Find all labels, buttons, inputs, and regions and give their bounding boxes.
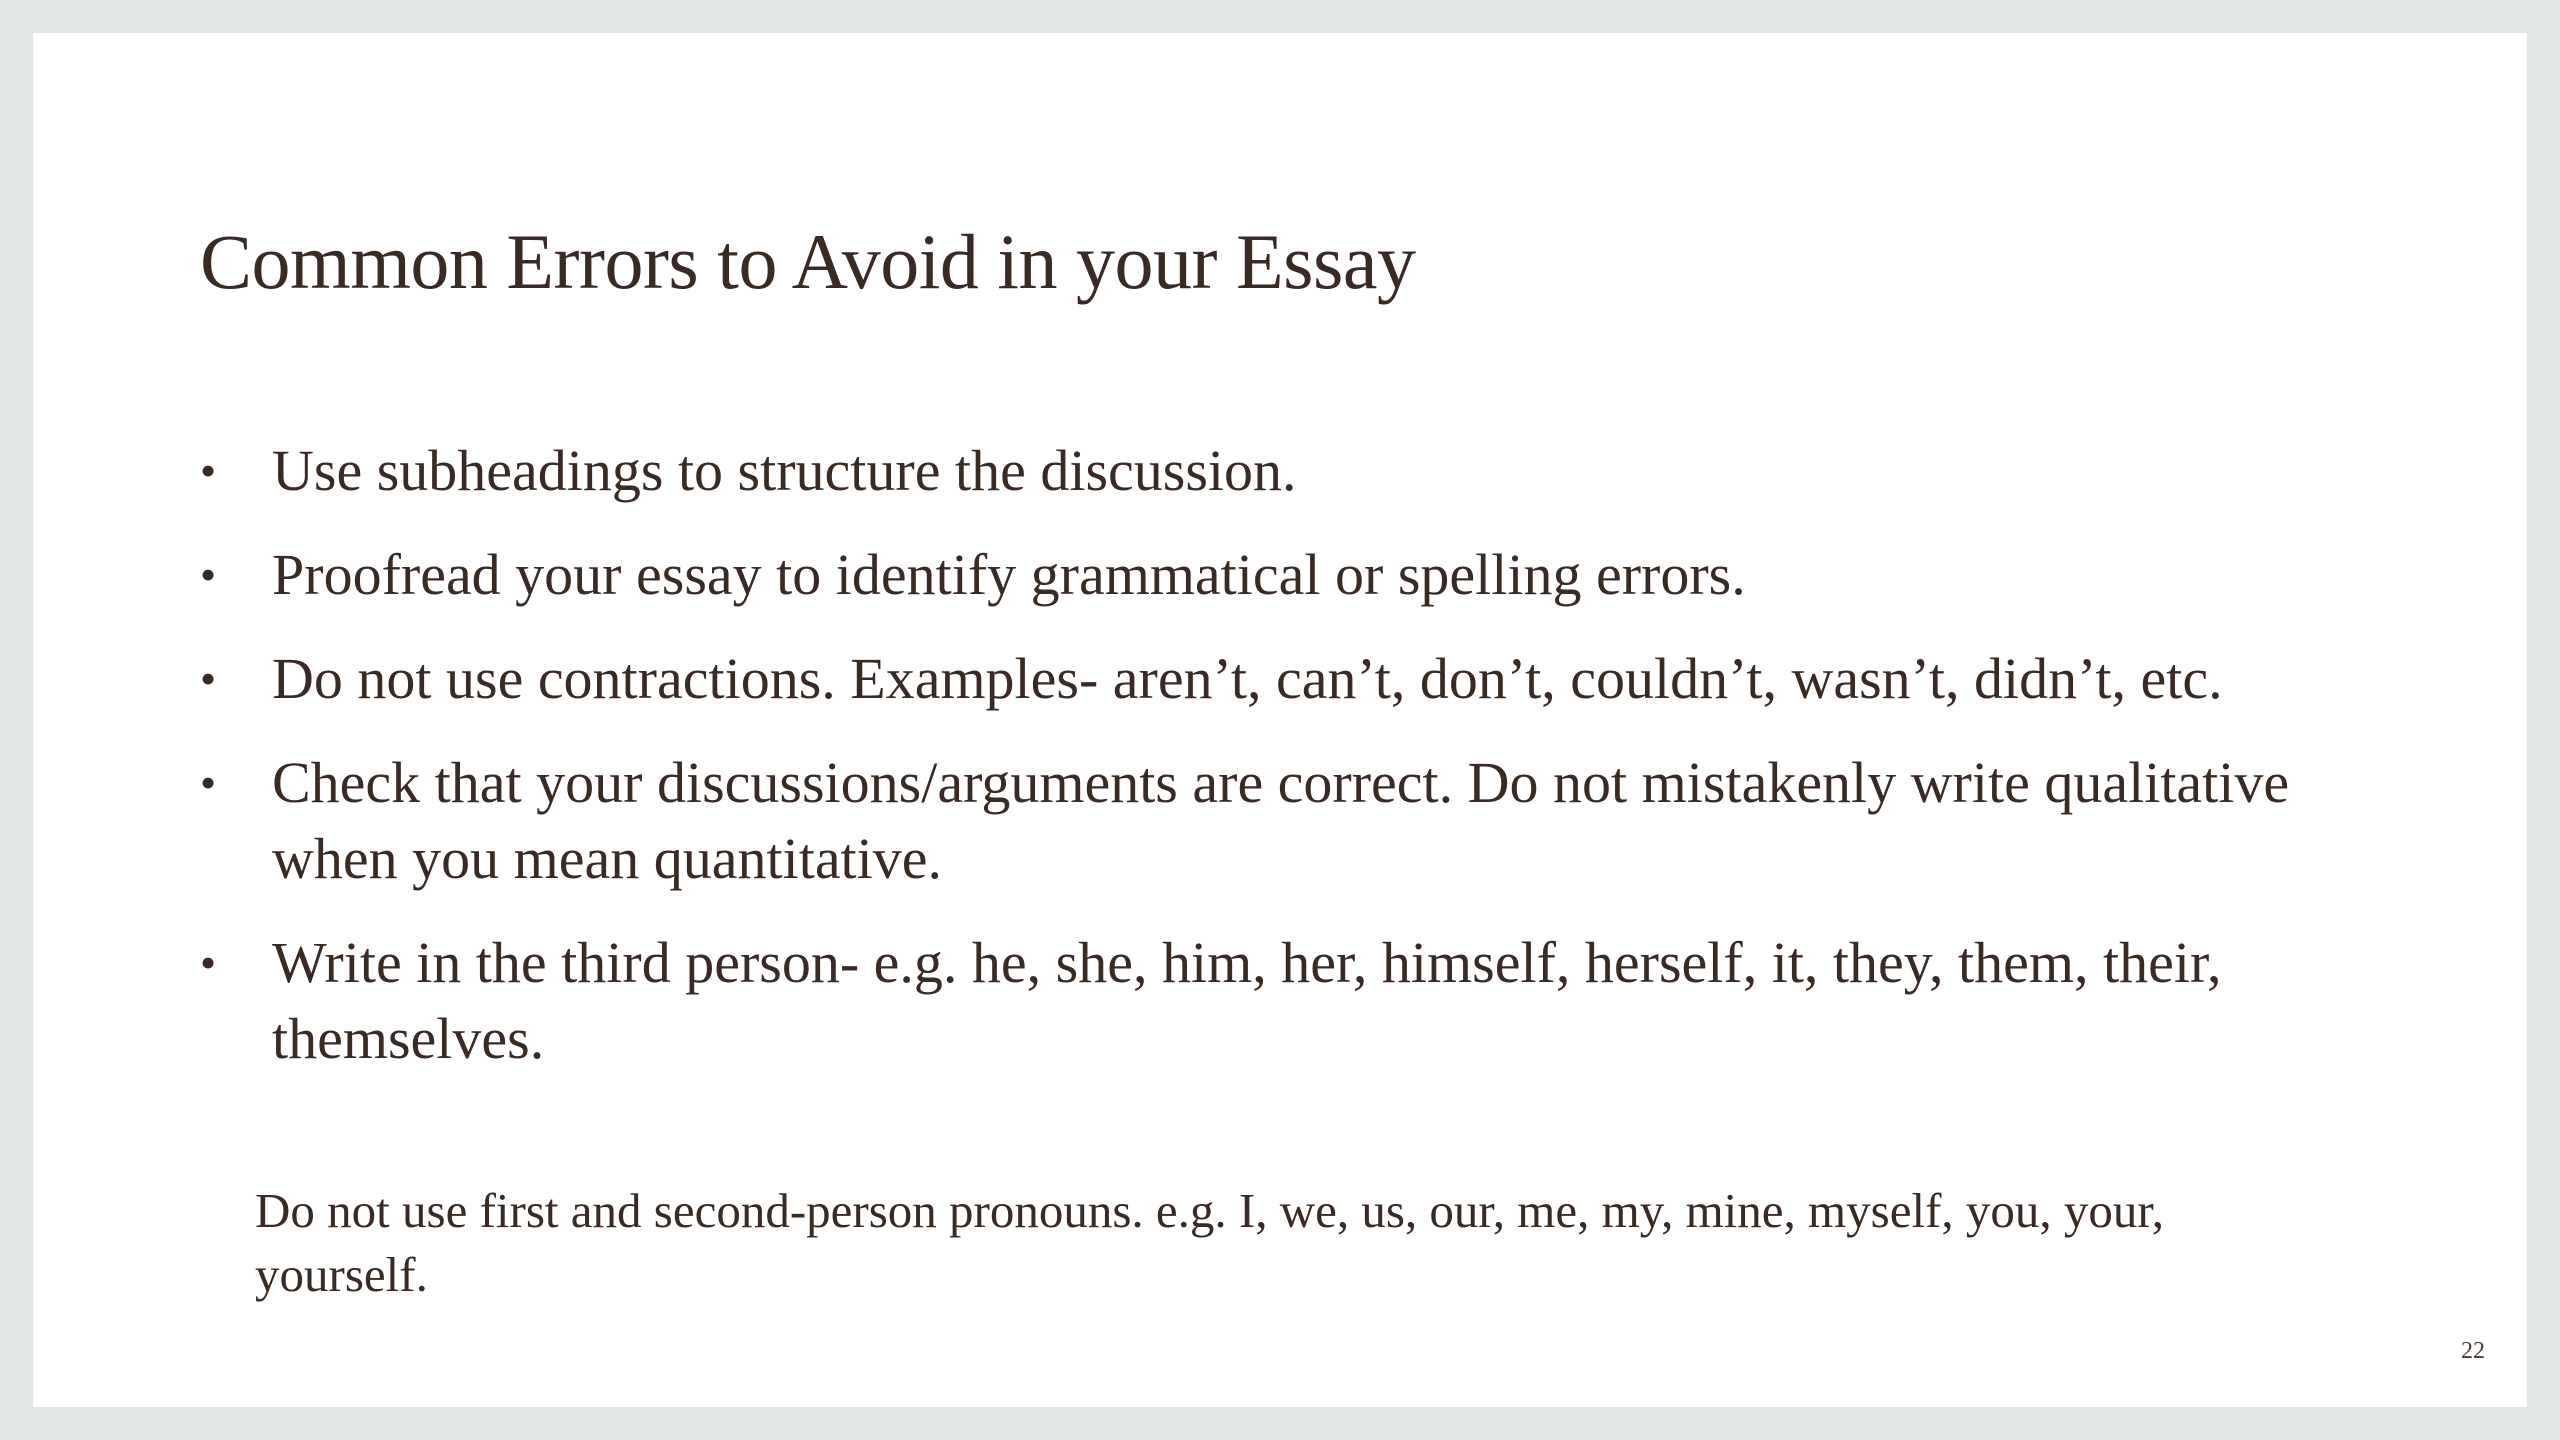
page-number: 22 [2461, 1338, 2485, 1364]
bullet-marker: • [200, 653, 217, 704]
bullet-item [200, 433, 2300, 509]
bullet-marker: • [200, 549, 217, 600]
bullet-item [200, 745, 2300, 897]
bullet-text: Write in the third person- e.g. he, she, him, her, himself, herself, it, they, them, their, themselves. [272, 930, 2222, 1071]
bullet-item [200, 925, 2300, 1077]
bullet-marker: • [200, 937, 217, 988]
bullet-item [200, 641, 2300, 717]
slide-title: Common Errors to Avoid in your Essay [200, 218, 1416, 305]
bullet-text: Check that your discussions/arguments are correct. Do not mistakenly write qualitative when you mean quantitative. [272, 750, 2290, 891]
slide [33, 33, 2527, 1407]
pronoun-note: Do not use first and second-person pronouns. e.g. I, we, us, our, me, my, mine, myself, you, your, yourself. [255, 1183, 2165, 1302]
bullet-text: Use subheadings to structure the discussion. [272, 438, 1297, 503]
bullet-list [200, 433, 2300, 1105]
bullet-item [200, 537, 2300, 613]
bullet-marker: • [200, 445, 217, 496]
bullet-marker: • [200, 757, 217, 808]
bullet-text: Do not use contractions. Examples- aren’t, can’t, don’t, couldn’t, wasn’t, didn’t, etc. [272, 646, 2223, 711]
bullet-text: Proofread your essay to identify grammatical or spelling errors. [272, 542, 1746, 607]
